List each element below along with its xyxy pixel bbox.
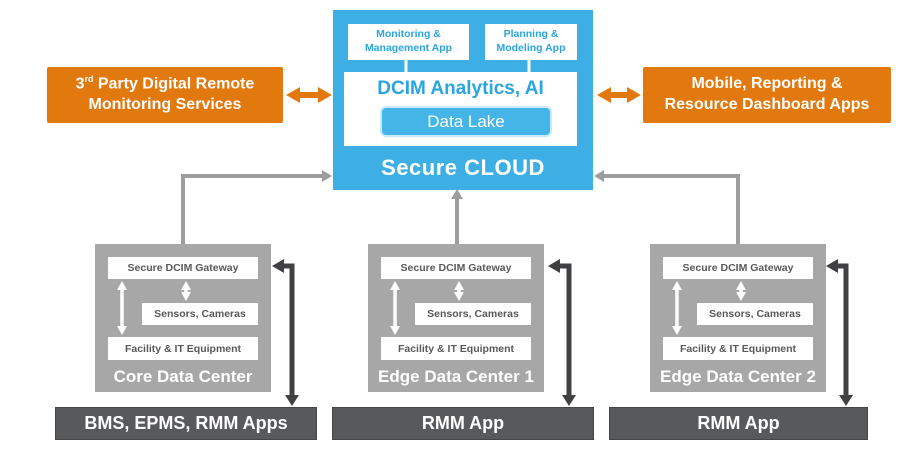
secure-dcim-gateway-box: Secure DCIM Gateway	[663, 257, 813, 279]
gray-arrow-edge2-to-cloud	[594, 170, 738, 244]
mobile-dashboard-apps-box	[643, 67, 891, 123]
dcim-analytics-label: DCIM Analytics, AI	[377, 78, 544, 99]
rmm-app-bar-1: RMM App	[332, 407, 594, 440]
edge-data-center-2-box	[650, 244, 826, 392]
sensors-cameras-box: Sensors, Cameras	[142, 303, 258, 325]
third-party-ordinal-suffix: rd	[84, 74, 94, 85]
planning-modeling-app-box	[485, 24, 577, 60]
third-party-line1-rest: Party Digital Remote	[93, 75, 255, 93]
planning-app-label-line1: Planning &	[503, 28, 559, 41]
rmm-app-bar-2: RMM App	[609, 407, 868, 440]
facility-it-equipment-box: Facility & IT Equipment	[108, 337, 258, 360]
third-party-label-line2: Monitoring Services	[88, 96, 242, 114]
edge-data-center-2-label: Edge Data Center 2	[660, 367, 816, 386]
core-data-center-label: Core Data Center	[113, 367, 253, 386]
orange-bidirectional-arrow-left	[286, 87, 332, 103]
gray-arrow-core-to-cloud	[183, 170, 332, 244]
monitoring-app-label-line1: Monitoring &	[376, 28, 441, 41]
core-data-center-box	[95, 244, 271, 392]
monitoring-management-app-box	[348, 24, 469, 60]
secure-cloud-label: Secure CLOUD	[381, 155, 545, 180]
orange-bidirectional-arrow-right	[597, 87, 641, 103]
sensors-cameras-box: Sensors, Cameras	[415, 303, 531, 325]
bms-epms-rmm-apps-bar: BMS, EPMS, RMM Apps	[55, 407, 317, 440]
monitoring-app-label-line2: Management App	[364, 42, 453, 54]
dashboard-label-line1: Mobile, Reporting &	[691, 75, 843, 93]
sensors-cameras-box: Sensors, Cameras	[697, 303, 813, 325]
dashboard-label-line2: Resource Dashboard Apps	[664, 96, 870, 113]
secure-dcim-gateway-box: Secure DCIM Gateway	[108, 257, 258, 279]
gray-arrow-edge1-to-cloud	[451, 189, 463, 244]
planning-app-label-line2: Modeling App	[496, 42, 566, 54]
third-party-label-line1	[47, 74, 283, 95]
edge-data-center-1-label: Edge Data Center 1	[378, 367, 534, 386]
facility-it-equipment-box: Facility & IT Equipment	[663, 337, 813, 360]
dark-bidirectional-arrow-core	[272, 259, 299, 406]
facility-it-equipment-box: Facility & IT Equipment	[381, 337, 531, 360]
edge-data-center-1-box	[368, 244, 544, 392]
dark-bidirectional-arrow-edge2	[826, 259, 853, 406]
dcim-analytics-panel	[344, 72, 577, 146]
secure-dcim-gateway-box: Secure DCIM Gateway	[381, 257, 531, 279]
third-party-monitoring-services-box	[47, 67, 283, 123]
secure-cloud-box	[333, 10, 593, 190]
data-lake-box: Data Lake	[380, 106, 552, 137]
third-party-prefix: 3	[75, 75, 85, 93]
dark-bidirectional-arrow-edge1	[548, 259, 576, 406]
